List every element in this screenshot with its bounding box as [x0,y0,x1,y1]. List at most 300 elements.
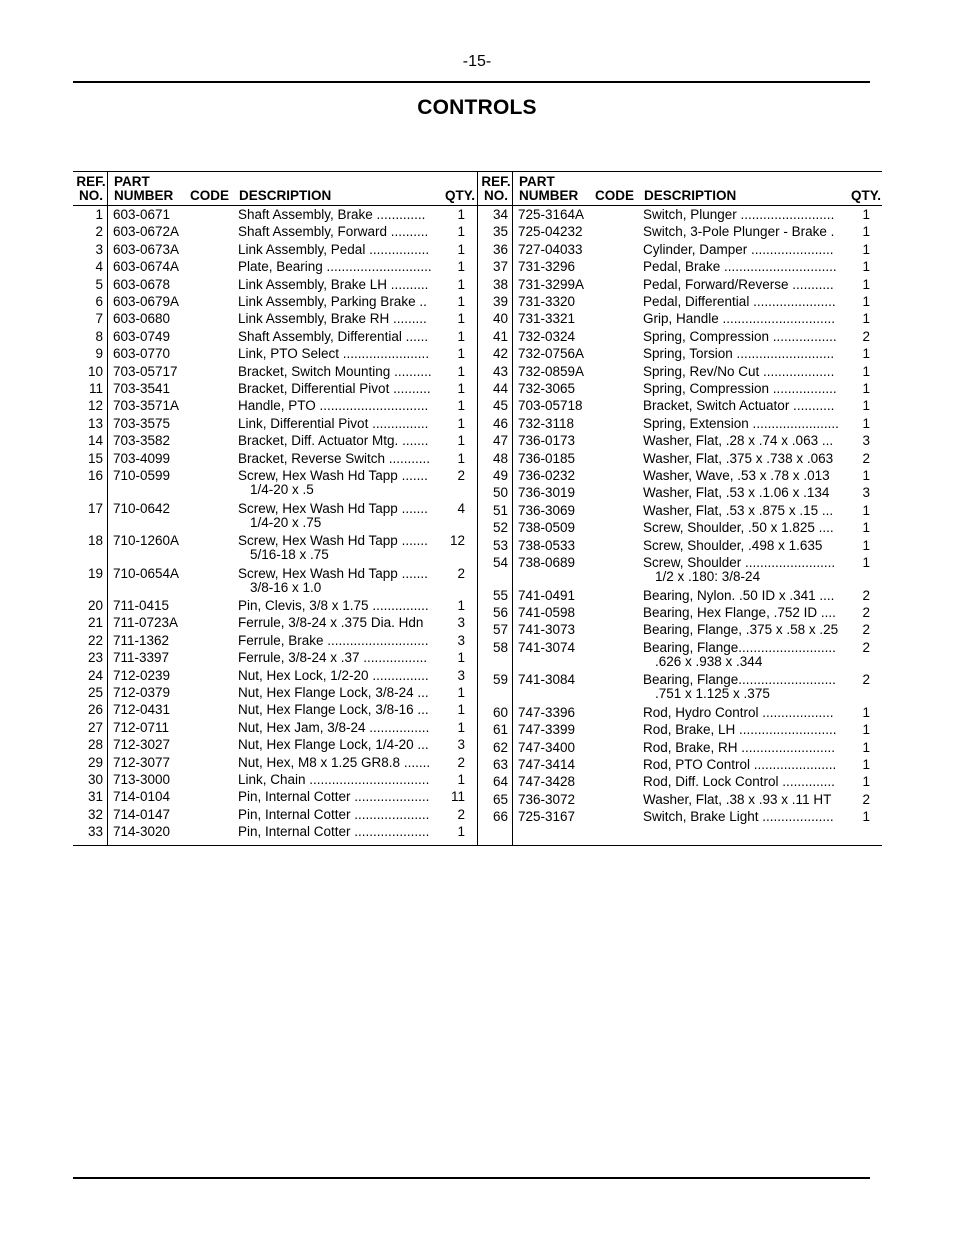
quantity: 2 [862,587,870,603]
quantity: 1 [457,433,465,449]
part-number: 703-05718 [518,398,583,414]
description [238,277,442,292]
quantity: 1 [457,311,465,327]
ref-number: 15 [87,450,103,466]
description [238,294,442,309]
description [643,538,847,553]
part-number: 603-0680 [113,311,171,327]
part-number: 732-3065 [518,381,576,396]
description [238,807,442,822]
description [238,685,442,700]
description-text: Shaft Assembly, Differential ...... [238,328,429,344]
description-text: Bracket, Switch Mounting .......... [238,363,432,379]
description-text: Pin, Clevis, 3/8 x 1.75 ............... [238,598,429,613]
quantity: 3 [862,485,870,501]
description-text: Link Assembly, Brake RH ......... [238,311,427,327]
description [238,789,442,804]
description [643,588,847,603]
description [238,329,442,344]
description [643,364,847,379]
description [643,398,847,413]
description [238,650,442,665]
table-row [478,809,882,843]
quantity: 2 [862,328,870,344]
table-row [73,468,477,502]
description-text: Rod, Hydro Control ................... [643,704,834,720]
description-text: Switch, Plunger ......................... [643,207,835,222]
description-text: Plate, Bearing ............................ [238,259,432,275]
part-number: 603-0678 [113,276,171,292]
part-number: 711-3397 [113,650,170,666]
header-part-label: PART [519,174,555,189]
header-qty-label: QTY. [444,188,475,203]
header-description-label: DESCRIPTION [239,188,332,203]
ref-number: 46 [492,415,508,431]
ref-number: 22 [87,632,103,648]
description-text: Pin, Internal Cotter .................... [238,824,430,840]
part-number: 703-4099 [113,450,171,466]
quantity: 1 [862,809,870,825]
description [643,640,847,668]
quantity: 1 [457,381,465,396]
description [643,224,847,239]
description [643,277,847,292]
description-text: Rod, Brake, LH .......................... [643,722,837,738]
part-number: 736-0173 [518,433,576,449]
part-number: 747-3400 [518,739,576,755]
quantity: 2 [862,639,870,655]
ref-number: 65 [492,791,508,807]
left-table-header [73,174,478,206]
description-size: 1/4-20 x .75 [250,514,322,529]
quantity: 11 [450,789,465,805]
description [643,503,847,518]
description [643,740,847,755]
ref-number: 19 [87,565,103,581]
header-number-label: NUMBER [114,188,174,203]
description-size: .626 x .938 x .344 [655,653,763,668]
part-number: 736-0185 [518,450,576,466]
ref-number: 54 [492,555,508,570]
ref-number: 35 [492,224,508,240]
description [238,615,442,630]
ref-number: 59 [492,672,508,688]
ref-number: 41 [492,328,508,344]
ref-number: 25 [87,685,103,700]
description [643,242,847,257]
ref-number: 62 [492,739,508,755]
description [643,329,847,344]
quantity: 2 [862,622,870,638]
part-number: 747-3399 [518,722,576,738]
part-number: 732-0859A [518,363,585,379]
part-number: 732-0324 [518,328,576,344]
description [238,772,442,787]
description-text: Nut, Hex Flange Lock, 1/4-20 ... [238,737,429,753]
quantity: 3 [457,615,465,631]
ref-number: 57 [492,622,508,638]
part-number: 725-3167 [518,809,576,825]
description-text: Nut, Hex Flange Lock, 3/8-24 ... [238,685,429,700]
ref-number: 61 [492,722,508,738]
header-no-label: NO. [78,188,103,203]
description-text: Washer, Flat, .53 x .1.06 x .134 [643,485,830,501]
description [238,737,442,752]
description [238,668,442,683]
description [238,224,442,239]
quantity: 2 [457,754,465,770]
quantity: 1 [862,276,870,292]
quantity: 2 [457,806,465,822]
description-text: Switch, 3-Pole Plunger - Brake . [643,224,835,240]
description [643,346,847,361]
part-number: 712-0711 [113,719,170,735]
part-number: 741-3074 [518,639,576,655]
quantity: 1 [862,346,870,362]
description [643,433,847,448]
part-number: 736-3069 [518,502,576,518]
quantity: 1 [457,363,465,379]
description [238,824,442,839]
top-rule [73,81,870,83]
description-text: Spring, Torsion .......................... [643,346,835,362]
part-number: 603-0749 [113,328,171,344]
quantity: 1 [457,276,465,292]
ref-number: 5 [95,276,103,292]
table-row [478,640,882,674]
ref-number: 21 [87,615,103,631]
header-no-label: NO. [483,188,508,203]
ref-number: 29 [87,754,103,770]
description [643,311,847,326]
description [643,605,847,620]
quantity: 1 [862,537,870,553]
description-text: Bearing, Hex Flange, .752 ID .... [643,604,836,620]
description-text: Screw, Shoulder, .50 x 1.825 .... [643,520,834,536]
description-text: Screw, Shoulder ........................ [643,555,836,570]
part-number: 710-0654A [113,565,180,581]
quantity: 1 [862,363,870,379]
ref-number: 1 [95,207,103,222]
description [238,566,442,594]
description-text: Link Assembly, Brake LH .......... [238,276,429,292]
part-number: 710-0599 [113,468,171,483]
ref-number: 49 [492,468,508,483]
part-number: 731-3321 [518,311,576,327]
part-number: 710-0642 [113,500,171,516]
quantity: 1 [457,415,465,431]
ref-number: 16 [87,468,103,483]
description-text: Ferrule, 3/8-24 x .37 ................. [238,650,428,666]
ref-number: 60 [492,704,508,720]
quantity: 3 [457,737,465,753]
description-text: Bracket, Diff. Actuator Mtg. ....... [238,433,429,449]
part-number: 712-3027 [113,737,171,753]
description [643,294,847,309]
ref-number: 3 [95,241,103,257]
description [238,533,442,561]
quantity: 2 [457,565,465,581]
description-text: Nut, Hex Jam, 3/8-24 ................ [238,719,430,735]
description-text: Pedal, Forward/Reverse ........... [643,276,834,292]
header-qty-label: QTY. [850,188,881,203]
description-text: Bracket, Differential Pivot .......... [238,381,431,396]
description-size: 3/8-16 x 1.0 [250,579,322,594]
part-number: 603-0672A [113,224,180,240]
description-text: Ferrule, Brake ........................... [238,632,429,648]
part-number: 731-3320 [518,294,576,309]
description-text: Nut, Hex Lock, 1/2-20 ............... [238,667,429,683]
description-text: Washer, Flat, .28 x .74 x .063 ... [643,433,834,449]
header-number-label: NUMBER [519,188,579,203]
header-code-label: CODE [190,188,230,203]
quantity: 12 [449,533,465,548]
quantity: 3 [457,632,465,648]
ref-number: 64 [492,774,508,790]
ref-number: 55 [492,587,508,603]
part-number: 725-04232 [518,224,583,240]
quantity: 1 [862,704,870,720]
part-number: 747-3414 [518,756,576,772]
description-text: Rod, PTO Control ...................... [643,756,837,772]
description-size: .751 x 1.125 x .375 [655,686,770,701]
part-number: 741-3084 [518,672,576,688]
description-text: Washer, Flat, .53 x .875 x .15 ... [643,502,834,518]
description [238,242,442,257]
description-text: Screw, Hex Wash Hd Tapp ....... [238,468,428,483]
part-number: 703-3582 [113,433,171,449]
description-text: Washer, Flat, .375 x .738 x .063 [643,450,834,466]
part-number: 741-0598 [518,604,576,620]
quantity: 1 [457,398,465,414]
description-text: Screw, Hex Wash Hd Tapp ....... [238,500,428,516]
ref-number: 30 [87,772,103,787]
description-text: Shaft Assembly, Brake ............. [238,207,426,222]
ref-number: 10 [87,363,103,379]
quantity: 1 [862,756,870,772]
part-number: 736-3072 [518,791,576,807]
ref-number: 24 [87,667,103,683]
quantity: 1 [862,468,870,483]
ref-number: 13 [87,415,103,431]
description-text: Screw, Shoulder, .498 x 1.635 [643,537,823,553]
part-number: 711-0415 [113,598,170,613]
quantity: 1 [457,450,465,466]
right-table-header [478,174,882,206]
ref-number: 11 [88,381,103,396]
ref-number: 8 [95,328,103,344]
description-text: Pin, Internal Cotter .................... [238,806,430,822]
quantity: 2 [457,468,465,483]
description [238,755,442,770]
quantity: 2 [862,450,870,466]
description [238,381,442,396]
quantity: 1 [862,722,870,738]
quantity: 1 [457,346,465,362]
part-number: 747-3428 [518,774,576,790]
part-number: 703-3571A [113,398,180,414]
ref-number: 37 [492,259,508,275]
description-text: Spring, Extension ....................... [643,415,839,431]
description-text: Rod, Diff. Lock Control .............. [643,774,835,790]
description-text: Pedal, Brake .............................. [643,259,837,275]
quantity: 1 [457,224,465,240]
part-number: 713-3000 [113,772,171,787]
header-code-label: CODE [595,188,635,203]
part-number: 714-3020 [113,824,171,840]
quantity: 1 [862,224,870,240]
quantity: 1 [862,739,870,755]
quantity: 1 [457,824,465,840]
description-text: Ferrule, 3/8-24 x .375 Dia. Hdn [238,615,424,631]
ref-number: 33 [87,824,103,840]
bottom-rule [73,1177,870,1179]
part-number: 712-3077 [113,754,171,770]
part-number: 711-0723A [113,615,179,631]
table-row [478,672,882,706]
description [643,451,847,466]
part-number: 711-1362 [113,632,170,648]
ref-number: 42 [492,346,508,362]
quantity: 2 [862,791,870,807]
part-number: 712-0239 [113,667,171,683]
description [238,416,442,431]
description [238,720,442,735]
description-text: Cylinder, Damper ...................... [643,241,834,257]
description [238,501,442,529]
description [643,809,847,824]
ref-number: 48 [492,450,508,466]
part-number: 603-0674A [113,259,180,275]
description-text: Bearing, Flange.......................... [643,639,836,655]
ref-number: 52 [492,520,508,536]
ref-number: 28 [87,737,103,753]
ref-number: 23 [87,650,103,666]
description [238,311,442,326]
description-size: 1/4-20 x .5 [250,482,314,496]
table-row [73,824,477,858]
description [238,451,442,466]
part-number: 725-3164A [518,207,585,222]
ref-number: 44 [492,381,508,396]
quantity: 1 [862,774,870,790]
description-text: Spring, Compression ................. [643,328,837,344]
description [238,207,442,222]
ref-number: 34 [492,207,508,222]
quantity: 1 [862,398,870,414]
part-number: 712-0431 [113,702,171,718]
description [643,705,847,720]
description [238,702,442,717]
description [643,381,847,396]
ref-number: 39 [492,294,508,309]
ref-number: 6 [95,294,103,309]
part-number: 714-0147 [113,806,171,822]
description-text: Grip, Handle .............................. [643,311,836,327]
header-part-label: PART [114,174,150,189]
quantity: 1 [457,650,465,666]
description [643,774,847,789]
part-number: 712-0379 [113,685,171,700]
part-number: 710-1260A [113,533,180,548]
part-number: 732-0756A [518,346,585,362]
part-number: 738-0509 [518,520,576,536]
ref-number: 26 [87,702,103,718]
quantity: 3 [457,667,465,683]
quantity: 3 [862,433,870,449]
description-text: Bracket, Reverse Switch ........... [238,450,431,466]
quantity: 1 [862,259,870,275]
description-text: Screw, Hex Wash Hd Tapp ....... [238,565,428,581]
description-text: Bracket, Switch Actuator ........... [643,398,835,414]
description-text: Nut, Hex Flange Lock, 3/8-16 ... [238,702,429,718]
quantity: 1 [457,241,465,257]
description-text: Shaft Assembly, Forward .......... [238,224,429,240]
part-number: 731-3299A [518,276,585,292]
ref-number: 32 [87,806,103,822]
ref-number: 66 [492,809,508,825]
ref-number: 47 [492,433,508,449]
description [643,672,847,700]
description [643,792,847,807]
quantity: 1 [457,259,465,275]
quantity: 1 [862,381,870,396]
description [643,485,847,500]
ref-number: 4 [95,259,103,275]
description [643,555,847,583]
ref-number: 56 [492,604,508,620]
description [238,468,442,496]
quantity: 1 [862,555,870,570]
quantity: 1 [862,207,870,222]
description-text: Rod, Brake, RH ......................... [643,739,836,755]
description-text: Spring, Compression ................. [643,381,837,396]
description-text: Bearing, Flange, .375 x .58 x .25 [643,622,839,638]
quantity: 2 [862,604,870,620]
description [643,259,847,274]
quantity: 1 [457,702,465,718]
part-number: 741-3073 [518,622,576,638]
part-number: 703-3575 [113,415,171,431]
quantity: 1 [457,685,465,700]
description-size: 1/2 x .180: 3/8-24 [655,569,761,583]
quantity: 1 [862,415,870,431]
part-number: 738-0689 [518,555,576,570]
description-text: Switch, Brake Light ................... [643,809,834,825]
table-row [478,555,882,589]
quantity: 1 [457,719,465,735]
ref-number: 40 [492,311,508,327]
description [643,468,847,483]
ref-number: 38 [492,276,508,292]
header-ref-label: REF. [76,174,106,189]
table-row [73,501,477,535]
description [238,346,442,361]
ref-number: 7 [95,311,103,327]
description [238,398,442,413]
part-number: 603-0679A [113,294,180,309]
part-number: 736-3019 [518,485,576,501]
header-ref-label: REF. [481,174,511,189]
description [643,722,847,737]
description-text: Bearing, Nylon. .50 ID x .341 .... [643,587,835,603]
ref-number: 63 [492,756,508,772]
description-size: 5/16-18 x .75 [250,547,329,561]
table-row [73,533,477,567]
description-text: Link Assembly, Parking Brake .. [238,294,427,309]
description-text: Nut, Hex, M8 x 1.25 GR8.8 ....... [238,754,431,770]
description [643,416,847,431]
